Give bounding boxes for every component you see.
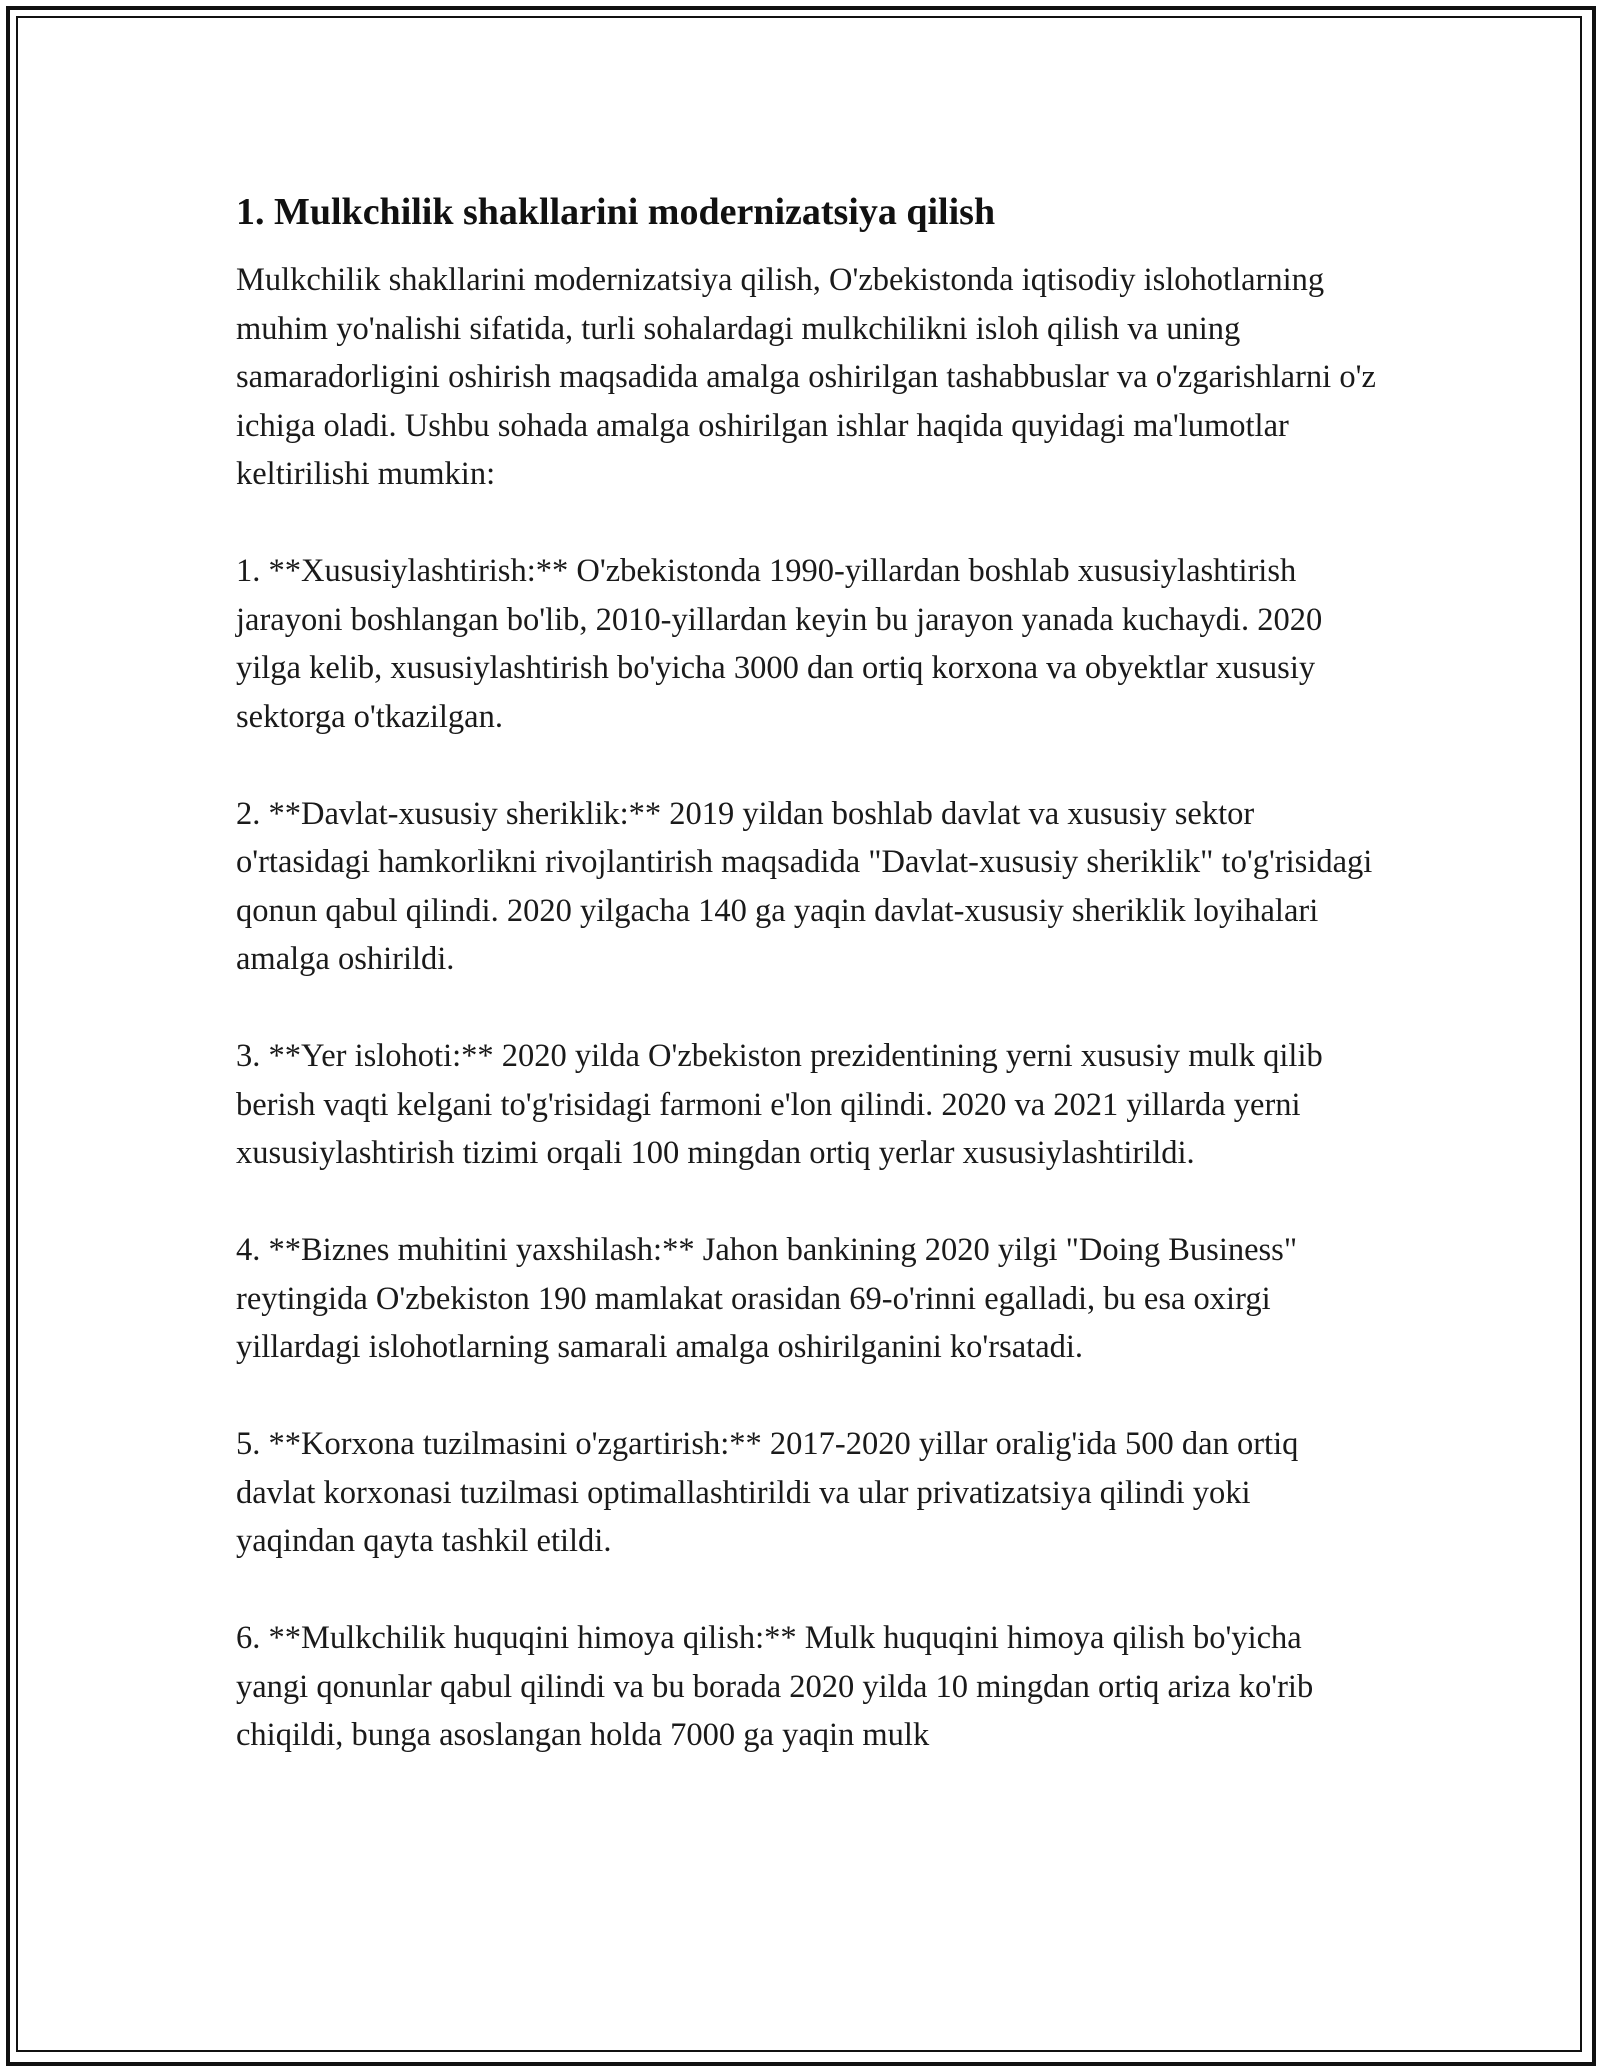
list-item-public-private-partnership: 2. **Davlat-xususiy sheriklik:** 2019 yildan boshlab davlat va xususiy sektor o'rtasidagi hamkorlikni rivojlantirish maqsadida "Davlat-xususiy sheriklik" to'g'risidagi qonun qabul qilindi. 2020 yilgacha 140 ga yaqin davlat-xususiy sheriklik loyihalari amalga oshirildi. (236, 795, 1373, 977)
list-item-business-environment: 4. **Biznes muhitini yaxshilash:** Jahon bankining 2020 yilgi "Doing Business" reytingida O'zbekiston 190 mamlakat orasidan 69-o'rinni egalladi, bu esa oxirgi yillardagi islohotlarning samarali amalga oshirilganini ko'rsatadi. (236, 1232, 1298, 1365)
list-item-enterprise-restructuring: 5. **Korxona tuzilmasini o'zgartirish:** 2017-2020 yillar oralig'ida 500 dan ortiq davlat korxonasi tuzilmasi optimallashtirildi va ular privatizatsiya qilindi yoki yaqindan qayta tashkil etildi. (236, 1426, 1299, 1559)
document-body (236, 186, 1376, 1808)
list-item-property-rights-protection: 6. **Mulkchilik huquqini himoya qilish:** Mulk huquqini himoya qilish bo'yicha yangi qonunlar qabul qilindi va bu borada 2020 yilda 10 mingdan ortiq ariza ko'rib chiqildi, bunga asoslangan holda 7000 ga yaqin mulk (236, 1620, 1314, 1753)
list-item-privatization: 1. **Xususiylashtirish:** O'zbekistonda 1990-yillardan boshlab xususiylashtirish jarayoni boshlangan bo'lib, 2010-yillardan keyin bu jarayon yanada kuchaydi. 2020 yilga kelib, xususiylashtirish bo'yicha 3000 dan ortiq korxona va obyektlar xususiy sektorga o'tkazilgan. (236, 553, 1323, 735)
intro-paragraph: Mulkchilik shakllarini modernizatsiya qilish, O'zbekistonda iqtisodiy islohotlarning muhim yo'nalishi sifatida, turli sohalardagi mulkchilikni isloh qilish va uning samaradorligini oshirish maqsadida amalga oshirilgan tashabbuslar va o'zgarishlarni o'z ichiga oladi. Ushbu sohada amalga oshirilgan ishlar haqida quyidagi ma'lumotlar keltirilishi mumkin: (236, 262, 1376, 492)
list-item-land-reform: 3. **Yer islohoti:** 2020 yilda O'zbekiston prezidentining yerni xususiy mulk qilib berish vaqti kelgani to'g'risidagi farmoni e'lon qilindi. 2020 va 2021 yillarda yerni xususiylashtirish tizimi orqali 100 mingdan ortiq yerlar xususiylashtirildi. (236, 1038, 1323, 1171)
document-title: 1. Mulkchilik shakllarini modernizatsiya qilish (236, 191, 996, 233)
